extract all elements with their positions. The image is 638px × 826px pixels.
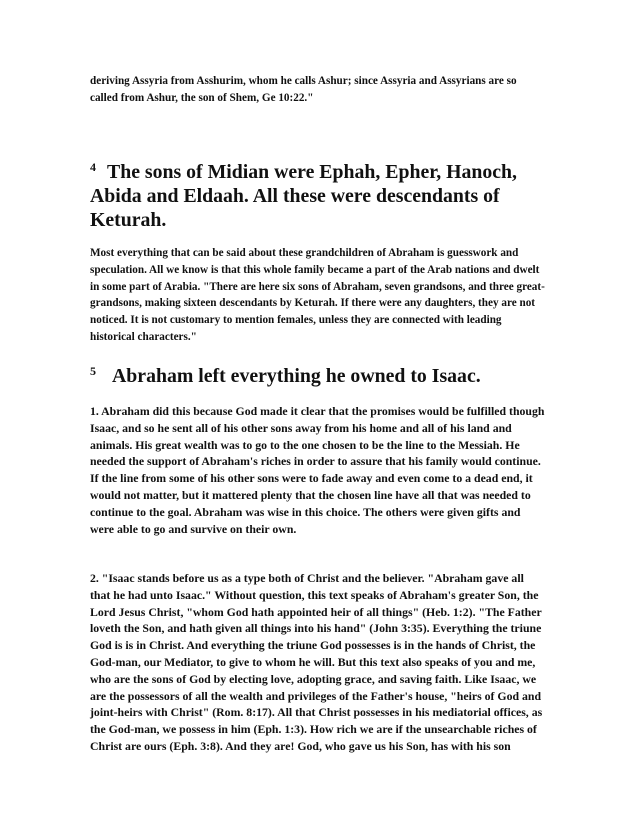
section-4-number: 4 [90,160,96,174]
section-5-heading [90,359,546,388]
section-5-heading-text: Abraham left everything he owned to Isaac. [112,365,481,387]
section-4-heading-text: The sons of Midian were Ephah, Epher, Hanoch, Abida and Eldaah. All these were descendants of Keturah. [90,161,517,231]
section-5-number: 5 [90,364,96,378]
intro-paragraph: deriving Assyria from Asshurim, whom he calls Ashur; since Assyria and Assyrians are so called from Ashur, the son of Shem, Ge 10:22." [90,75,517,104]
section-4-paragraph: Most everything that can be said about these grandchildren of Abraham is guesswork and speculation. All we know is that this whole family became a part of the Arab nations and dwelt in some part of Arabia. "There are here six sons of Abraham, seven grandsons, and three great-grandsons, making sixteen descendants by Keturah. If there were any daughters, they are not noticed. It is not customary to mention females, unless they are connected with leading historical characters." [90,247,545,343]
section-5-paragraph-2: 2. "Isaac stands before us as a type both of Christ and the believer. "Abraham gave all that he had unto Isaac." Without question, this text speaks of Abraham's greater Son, the Lord Jesus Christ, "whom God hath appointed heir of all things" (Heb. 1:2). "The Father loveth the Son, and hath given all things into his hand" (John 3:35). Everything the triune God is is in Christ. And everything the triune God possesses is in the hands of Christ, the God-man, our Mediator, to give to whom he will. But this text also speaks of you and me, who are the sons of God by electing love, adopting grace, and saving faith. Like Isaac, we are the possessors of all the wealth and privileges of the Father's house, "heirs of God and joint-heirs with Christ" (Rom. 8:17). All that Christ possesses in his mediatorial offices, as the God-man, we possess in him (Eph. 1:3). How rich we are if the unsearchable riches of Christ are ours (Eph. 3:8). And they are! God, who gave us his Son, has with his son [90,571,543,753]
section-4-heading [90,155,546,232]
section-5-paragraph-1: 1. Abraham did this because God made it clear that the promises would be fulfilled though Isaac, and so he sent all of his other sons away from his home and all of his land and animals. His great wealth was to go to the one chosen to be the line to the Messiah. He needed the support of Abraham's riches in order to assure that his family would continue. If the line from some of his other sons were to fade away and even come to a dead end, it would not matter, but it mattered plenty that the chosen line have all that was needed to continue to the goal. Abraham was wise in this choice. The others were given gifts and were able to go and survive on their own. [90,404,545,536]
